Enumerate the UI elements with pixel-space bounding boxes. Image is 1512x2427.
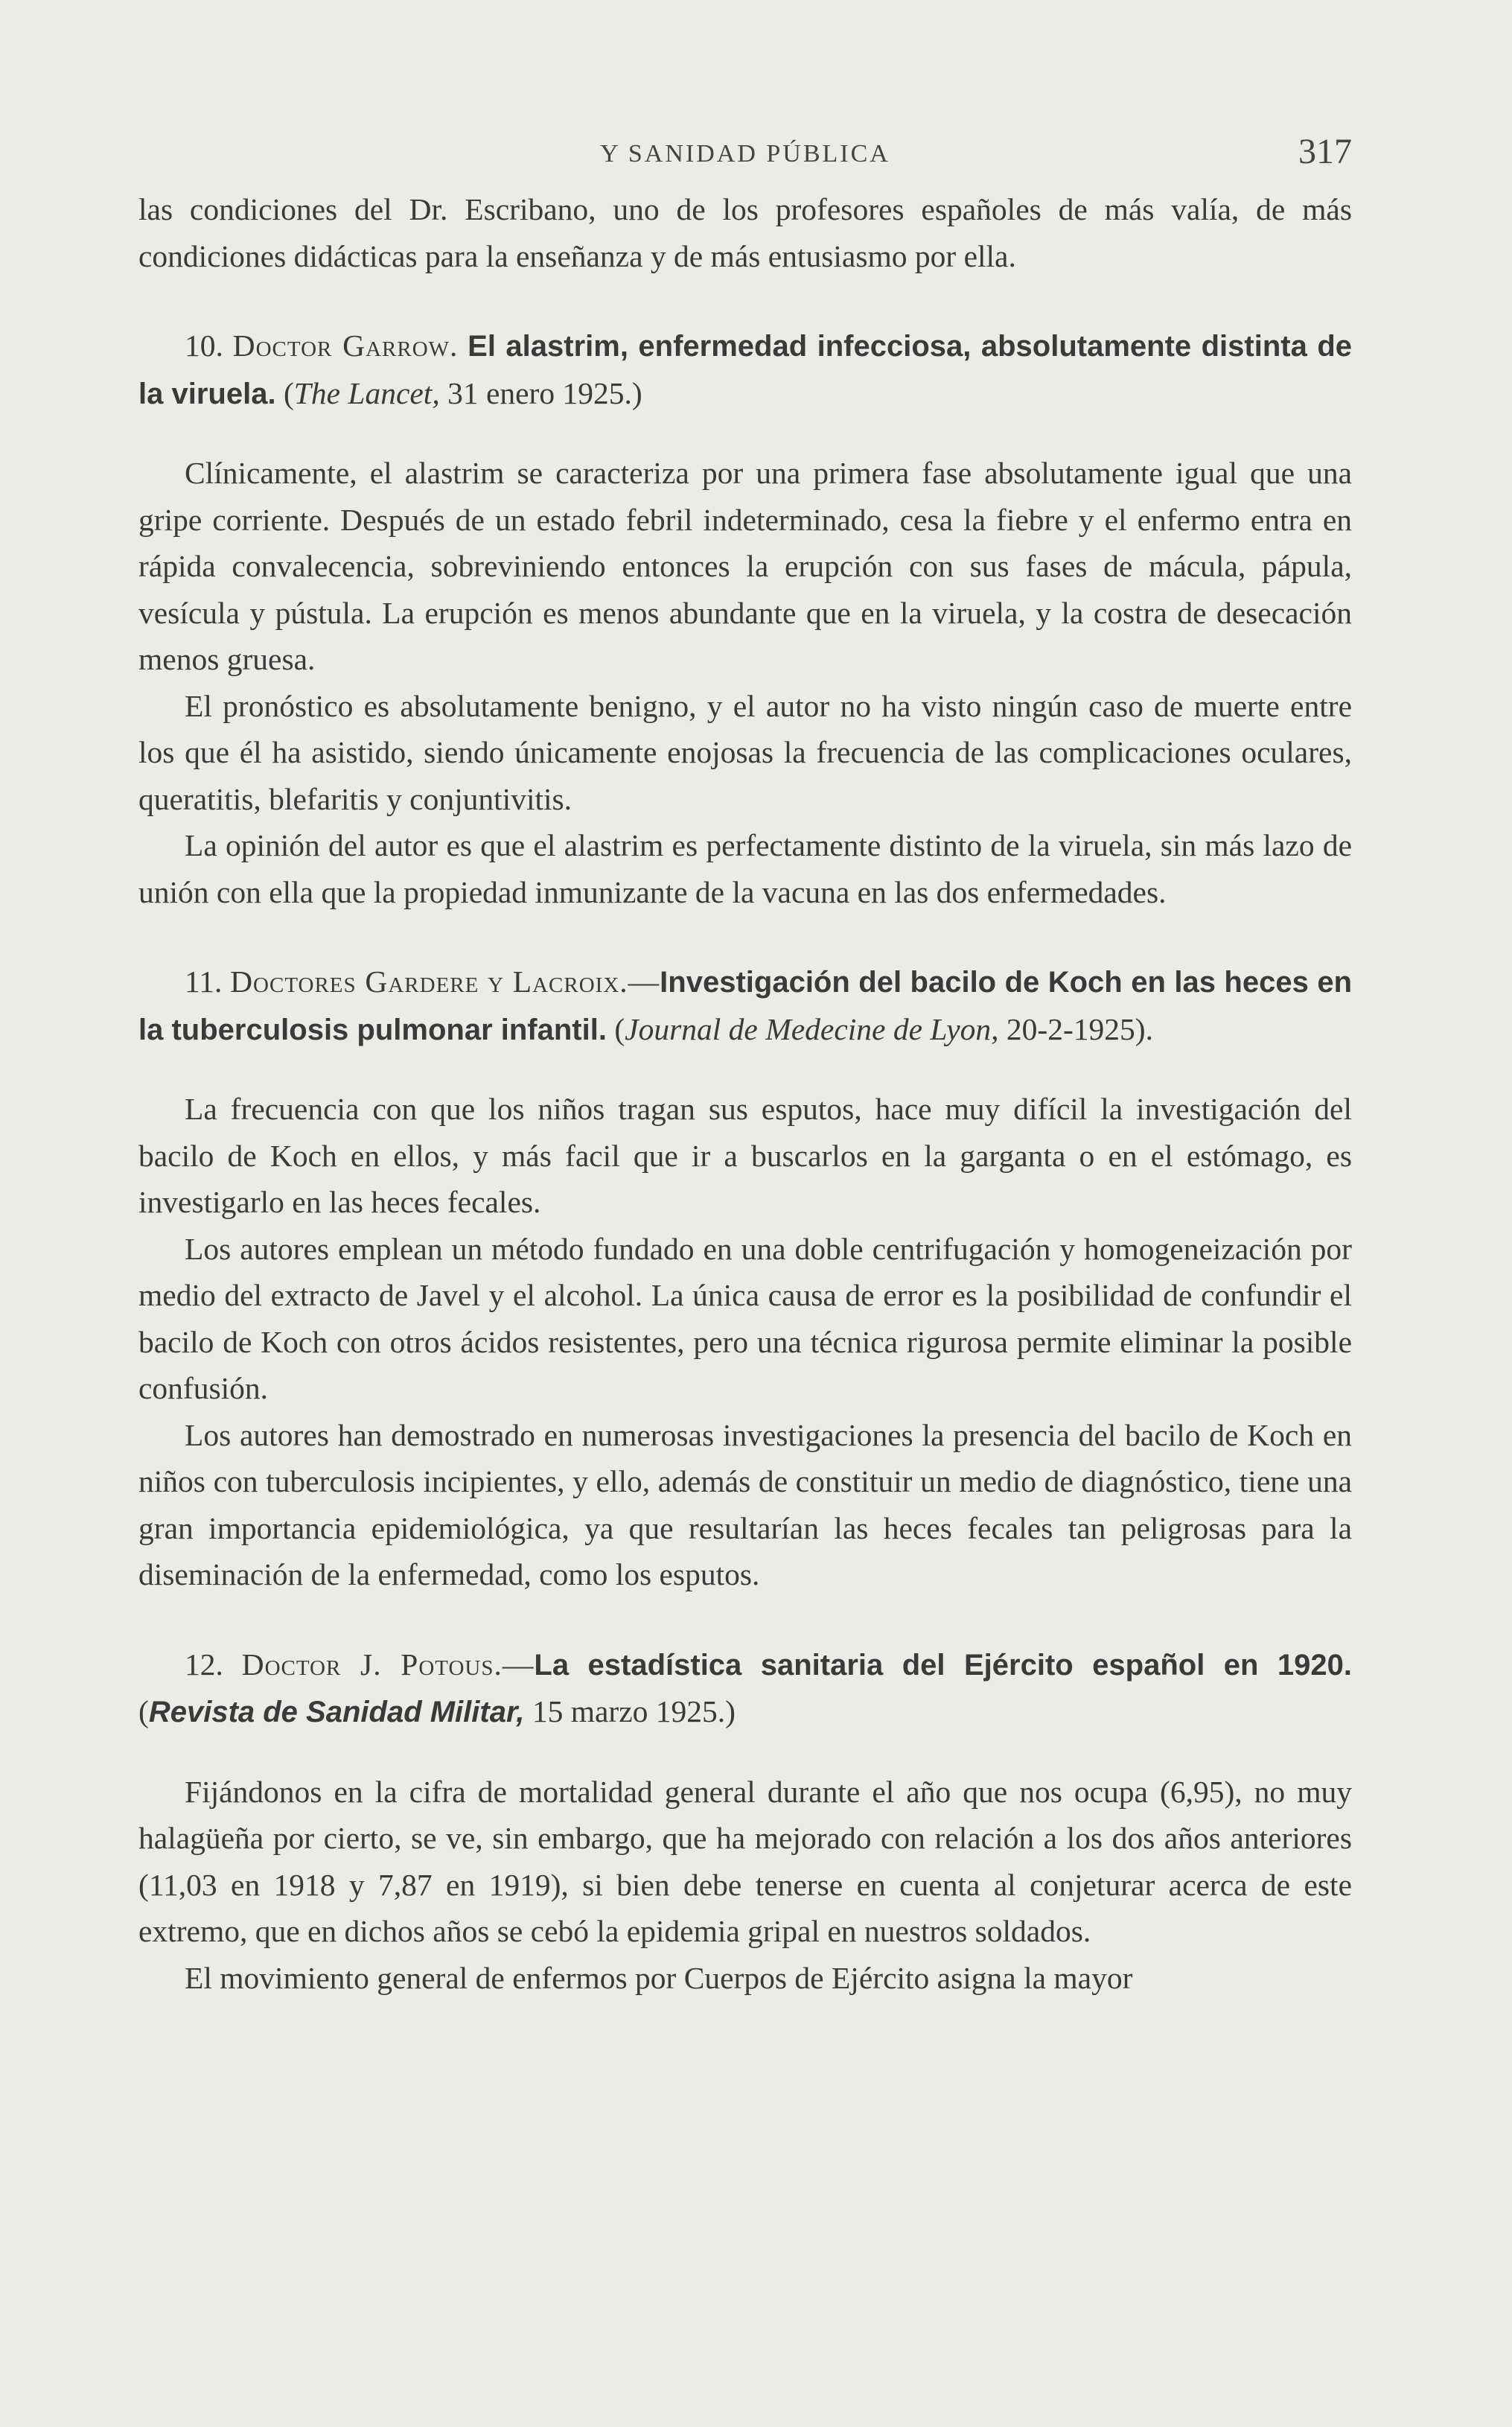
entry-10-heading <box>138 322 1352 417</box>
entry-10-number: 10. <box>185 328 223 363</box>
page-number: 317 <box>1298 132 1352 171</box>
entry-10-source-open: ( <box>283 375 294 410</box>
entry-12-heading <box>138 1641 1352 1736</box>
entry-12-author: Doctor J. Potous.— <box>241 1647 535 1682</box>
entry-12-number: 12. <box>185 1647 223 1682</box>
entry-12-journal: Revista de Sanidad Militar, <box>148 1696 525 1728</box>
entry-10-source-rest: 31 enero 1925.) <box>447 375 642 410</box>
entry-11-paragraph-1: La frecuencia con que los niños tragan sus esputos, hace muy difícil la investigación del bacilo de Koch en ellos, y más facil que ir a buscarlos en la garganta o en el estómago, es investigarlo en las heces fecales. <box>138 1092 1352 1219</box>
entry-12-source-open: ( <box>138 1694 149 1728</box>
running-head: Y SANIDAD PÚBLICA <box>600 140 890 168</box>
entry-10-paragraph-1: Clínicamente, el alastrim se caracteriza por una primera fase absolutamente igual que una gripe corriente. Después de un estado febril indeterminado, cesa la fiebre y el enfermo entra en rápida convalecencia, sobreviniendo entonces la erupción con sus fases de mácula, pápula, vesícula y pústula. La erupción es menos abundante que en la viruela, y la costra de desecación menos gruesa. <box>138 456 1352 676</box>
intro-paragraph: las condiciones del Dr. Escribano, uno de los profesores españoles de más valía, de más condiciones didácticas para la enseñanza y de más entusiasmo por ella. <box>138 192 1352 273</box>
entry-10-paragraph-2: El pronóstico es absolutamente benigno, y el autor no ha visto ningún caso de muerte entre los que él ha asistido, siendo únicamente enojosas la frecuencia de las complicaciones oculares, queratitis, blefaritis y conjuntivitis. <box>138 688 1352 816</box>
entry-11-paragraph-2: Los autores emplean un método fundado en una doble centrifugación y homogeneización por medio del extracto de Javel y el alcohol. La única causa de error es la posibilidad de confundir el bacilo de Koch con otros ácidos resistentes, pero una técnica rigurosa permite eliminar la posible confusión. <box>138 1231 1352 1405</box>
entry-11-heading <box>138 958 1352 1053</box>
entry-11-number: 11. <box>185 964 223 999</box>
page-header <box>138 127 1352 186</box>
entry-11-source-open: ( <box>614 1011 625 1046</box>
document-page <box>138 127 1352 2001</box>
entry-12-paragraph-2: El movimiento general de enfermos por Cuerpos de Ejército asigna la mayor <box>185 1960 1133 1995</box>
entry-11-title: Investigación del bacilo de Koch en las heces en la tuberculosis pulmonar infantil. <box>138 966 1352 1046</box>
entry-10-paragraph-3: La opinión del autor es que el alastrim es perfectamente distinto de la viruela, sin más lazo de unión con ella que la propiedad inmunizante de la vacuna en las dos enfermedades. <box>138 828 1352 909</box>
entry-11-author: Doctores Gardere y Lacroix.— <box>230 964 660 999</box>
entry-10-title: El alastrim, enfermedad infecciosa, absolutamente distinta de la viruela. <box>138 330 1353 410</box>
entry-12-title: La estadística sanitaria del Ejército español en 1920. <box>534 1648 1352 1682</box>
entry-12-source-rest: 15 marzo 1925.) <box>532 1694 736 1728</box>
entry-12-paragraph-1: Fijándonos en la cifra de mortalidad general durante el año que nos ocupa (6,95), no muy halagüeña por cierto, se ve, sin embargo, que ha mejorado con relación a los dos años anteriores (11,03 en 1918 y 7,87 en 1919), si bien debe tenerse en cuenta al conjeturar acerca de este extremo, que en dichos años se cebó la epidemia gripal en nuestros soldados. <box>138 1774 1352 1948</box>
entry-11-journal: Journal de Medecine de Lyon, <box>625 1011 999 1046</box>
entry-11-paragraph-3: Los autores han demostrado en numerosas investigaciones la presencia del bacilo de Koch en niños con tuberculosis incipientes, y ello, además de constituir un medio de diagnóstico, tiene una gran importancia epidemiológica, ya que resultarían las heces fecales tan peligrosas para la diseminación de la enfermedad, como los esputos. <box>138 1417 1352 1591</box>
entry-10-journal: The Lancet, <box>293 375 440 410</box>
entry-11-source-rest: 20-2-1925). <box>1006 1011 1153 1046</box>
entry-10-author: Doctor Garrow. <box>232 328 459 363</box>
